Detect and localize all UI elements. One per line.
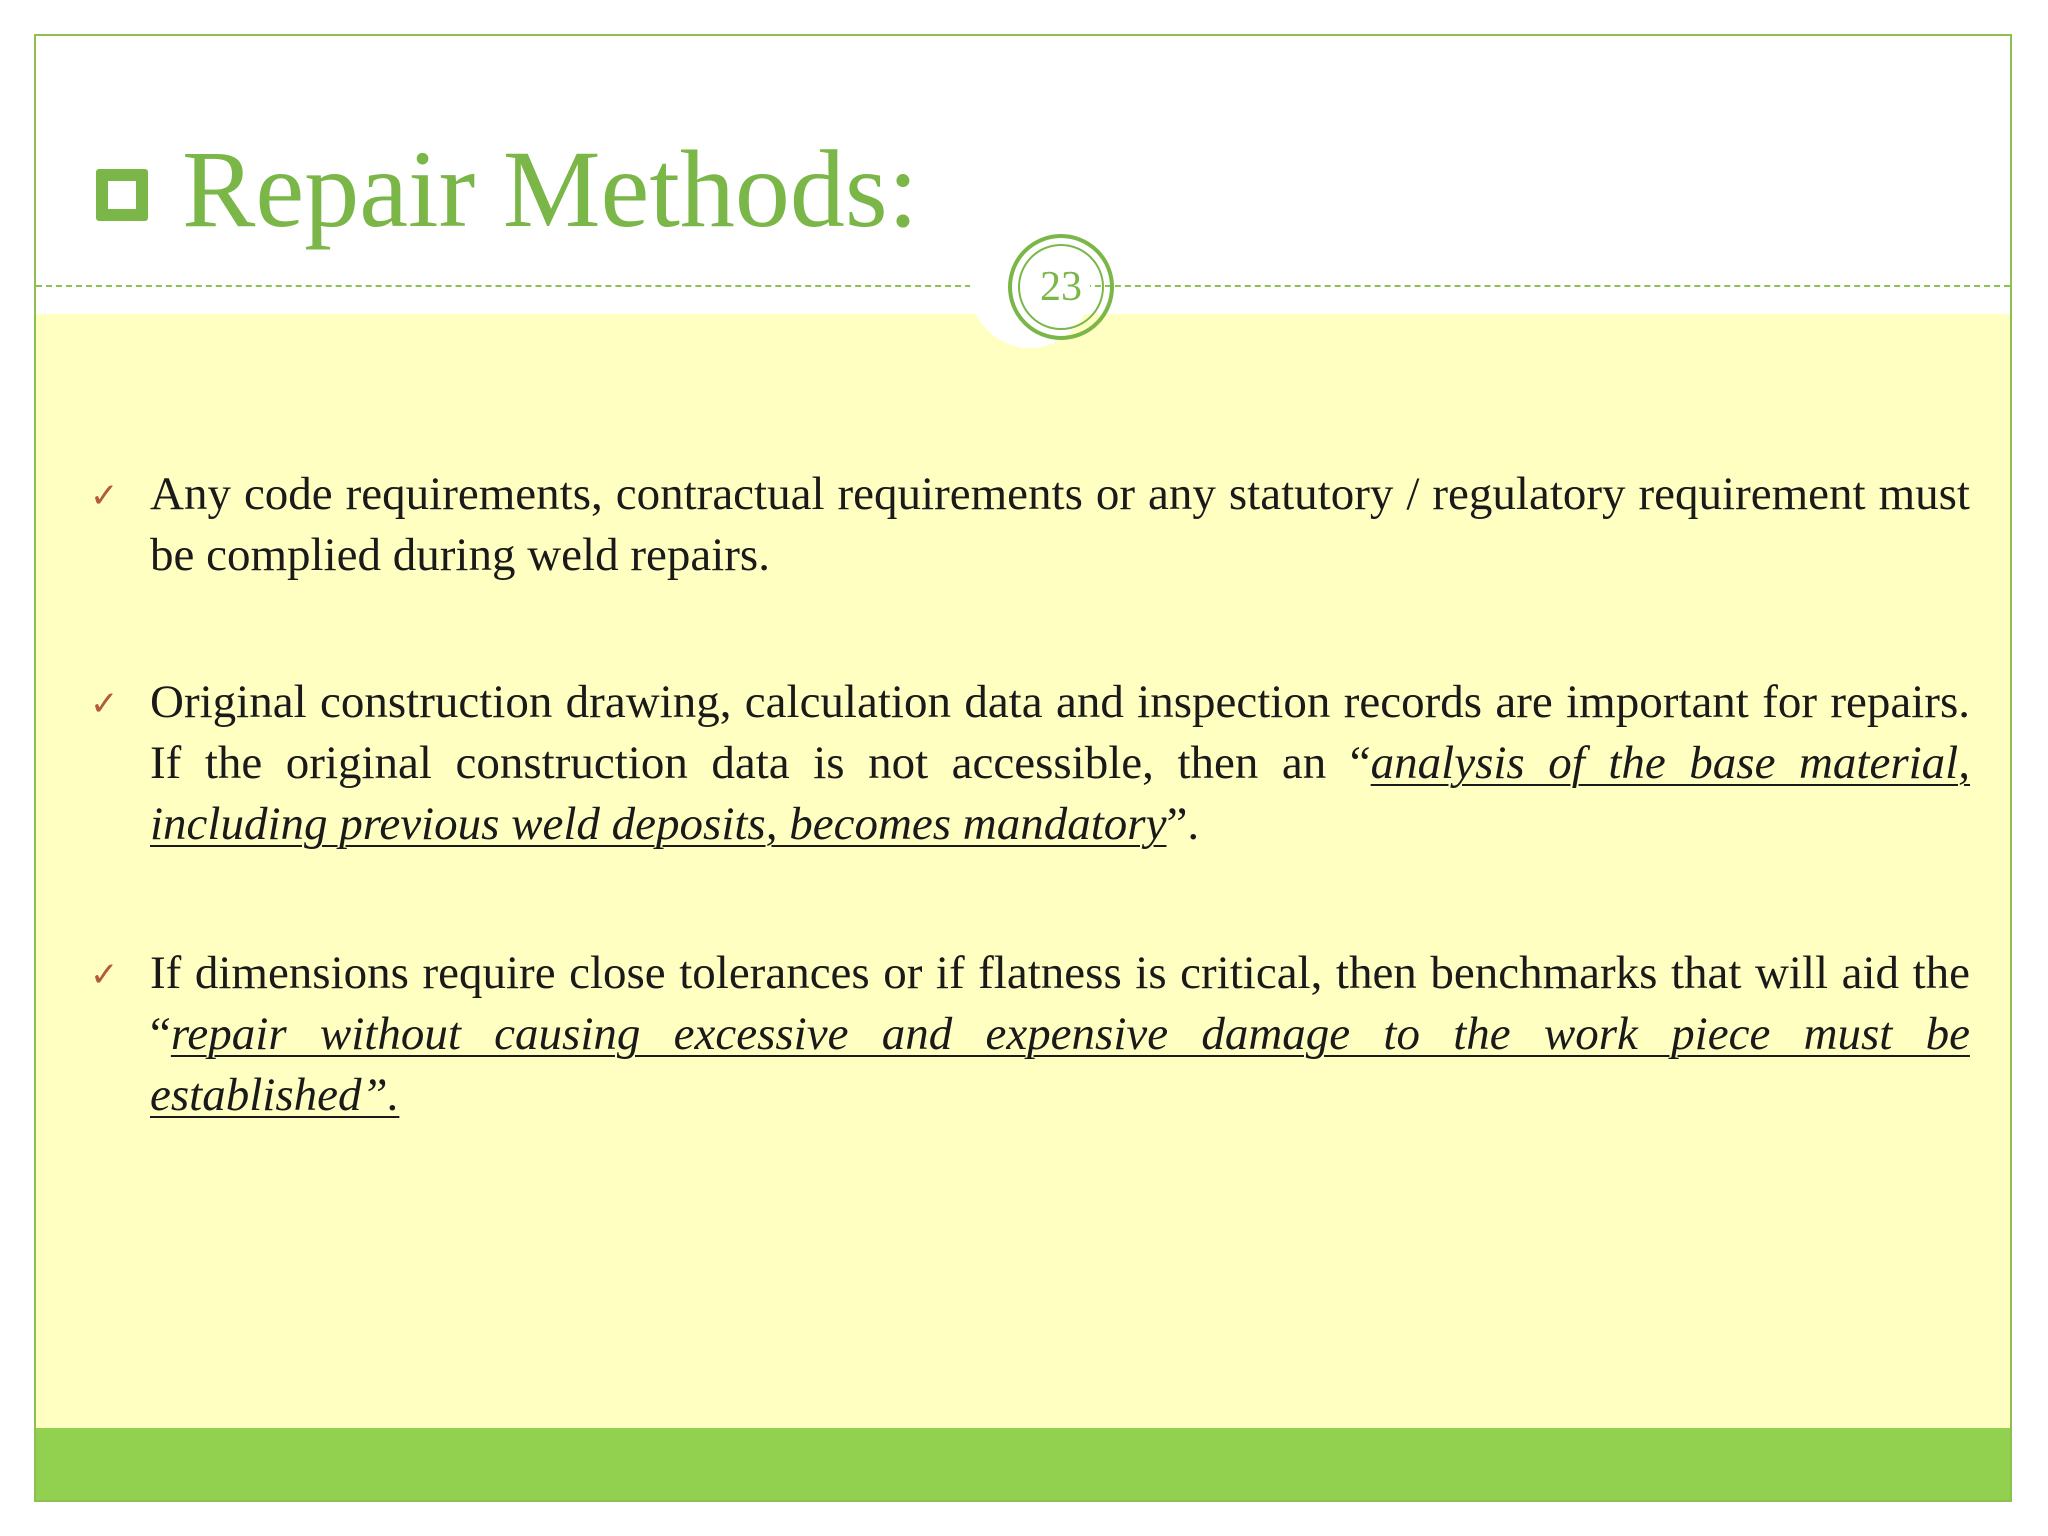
bullet-text-prefix: If dimensions require close tolerances or if flatness is critical, then benchmarks that will aid the “ (150, 947, 1970, 1060)
page-number: 23 (1040, 264, 1082, 310)
slide-title (96, 128, 919, 250)
bullet-text: Any code requirements, contractual requirements or any statutory / regulatory requirement must be complied during weld repairs. (150, 468, 1970, 581)
bullet-text-suffix: ”. (1166, 798, 1200, 850)
bullet-list (90, 464, 1970, 1126)
slide-frame (34, 34, 2012, 1502)
check-icon: ✓ (90, 476, 119, 516)
bullet-item (90, 464, 1970, 586)
page-number-badge (1008, 234, 1114, 340)
checkbox-icon (96, 169, 148, 221)
bullet-emphasis: repair without causing excessive and expensive damage to the work piece must be established”. (150, 1008, 1970, 1121)
content-panel (36, 314, 2010, 1432)
check-icon: ✓ (90, 955, 119, 995)
bullet-item (90, 672, 1970, 855)
footer-bar (36, 1428, 2010, 1500)
bullet-emphasis: analysis of the base material, including previous weld deposits, becomes mandatory (150, 737, 1970, 850)
bullet-text-prefix: Original construction drawing, calculation data and inspection records are important for repairs. If the original construction data is not accessible, then an “ (150, 676, 1970, 789)
check-icon: ✓ (90, 684, 119, 724)
slide-title-text: Repair Methods: (182, 128, 919, 250)
bullet-item (90, 943, 1970, 1126)
